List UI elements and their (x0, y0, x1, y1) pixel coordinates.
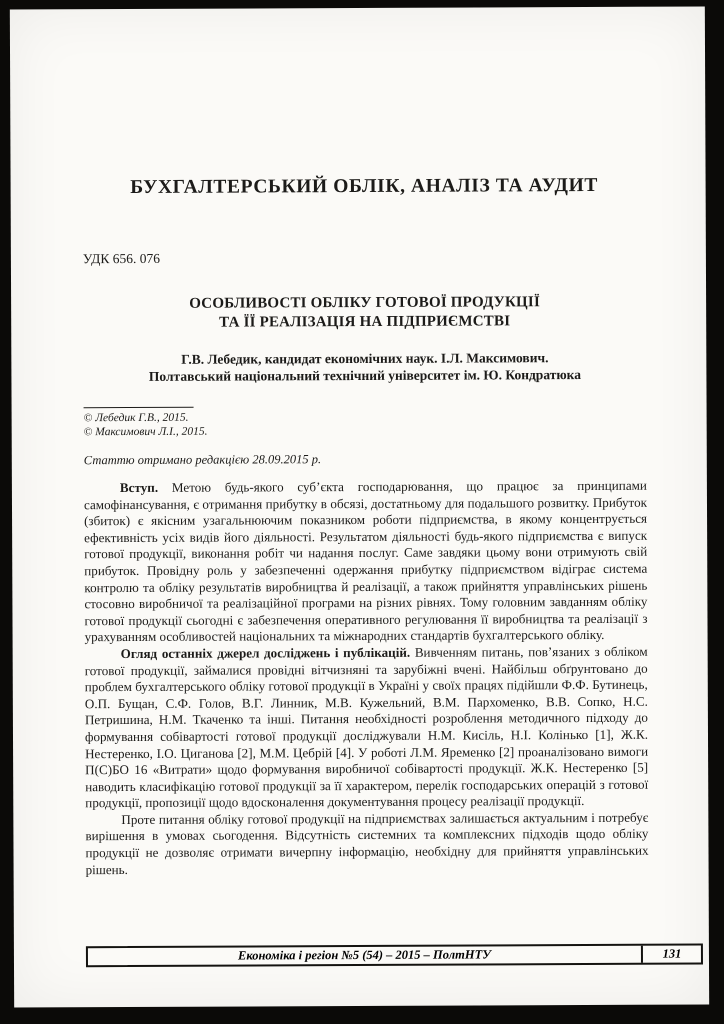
paragraph-review (85, 644, 649, 812)
article-body (84, 478, 649, 879)
footnote-divider (84, 407, 194, 408)
scanned-page (10, 6, 709, 1007)
journal-section-title: БУХГАЛТЕРСЬКИЙ ОБЛІК, АНАЛІЗ ТА АУДИТ (130, 174, 598, 198)
paragraph-review-text: Вивченням питань, пов’язаних з обліком готової продукції, займалися провідні вітчизняні та зарубіжні вчені. Найбільш обґрунтовано до проблем бухгалтерського обліку готової продукції в Україні у своїх працях підійшли Ф.Ф. Бутинець, О.П. Бущан, С.Ф. Голов, В.Г. Линник, М.В. Кужельний, В.М. Пархоменко, В.В. Сопко, Н.С. Петришина, Н.М. Ткаченко та інші. Питання необхідності розроблення методичного підходу до формування собівартості готової продукції досліджували Н.М. Кисіль, Н.І. Колінько [1], Ж.К. Нестеренко, І.О. Циганова [2], М.М. Цебрій [4]. У роботі Л.М. Яременко [2] проаналізовано вимоги П(С)БО 16 «Витрати» щодо формування виробничої собівартості продукції. Ж.К. Нестеренко [5] наводить класифікацію готової продукції за її характером, перелік господарських операцій з готової продукції, пропозиції щодо вдосконалення документування процесу реалізації продукції. (84, 643, 649, 811)
received-date-line: Статтю отримано редакцією 28.09.2015 р. (83, 452, 322, 468)
paragraph-intro-text: Метою будь-якого суб’єкта господарювання, що працює за принципами самофінансування, є отримання прибутку в обсязі, достатньому для подальшого розвитку. Прибуток (збиток) є якісним узагальнюючим показником роботи підприємства, в якому концентрується ефективність усіх видів його діяльності. Результатом діяльності будь-якого підприємства є випуск готової продукції, виконання робіт чи надання послуг. Саме завдяки цьому вони отримують свій прибуток. Провідну роль у забезпеченні одержання прибутку підприємством відіграє система контролю та обліку результатів виробництва й реалізації, а також прийняття управлінських рішень стосовно виробничої та реалізаційної програми на різних рівнях. Тому головним завданням обліку готової продукції сьогодні є забезпечення оперативного регулювання її виробництва та реалізації з урахуванням особливостей національних та міжнародних стандартів бухгалтерського обліку. (83, 477, 648, 645)
page-content (82, 7, 649, 879)
copyright-line-1: © Лебедик Г.В., 2015. (83, 411, 189, 425)
article-title-line2: ТА ЇЇ РЕАЛІЗАЦІЯ НА ПІДПРИЄМСТВІ (219, 313, 511, 331)
authors-line: Г.В. Лебедик, кандидат економічних наук. І.Л. Максимович. (181, 350, 549, 367)
article-title (83, 293, 646, 333)
footer-journal-title: Економіка і регіон №5 (54) – 2015 – ПолтНТУ (237, 947, 491, 963)
footer-page-number: 131 (641, 946, 701, 963)
paragraph-intro-lead: Вступ. (119, 479, 159, 496)
copyright-block (84, 410, 647, 439)
paragraph-problem-text: Проте питання обліку готової продукції на підприємствах залишається актуальним і потребує вирішення в умовах сьогодення. Відсутність системних та комплексних підходів щодо обліку продукції не дозволяє отримати вичерпну інформацію, необхідну для прийняття управлінських рішень. (85, 809, 649, 877)
udc-code: УДК 656. 076 (82, 250, 160, 267)
paragraph-review-lead: Огляд останніх джерел досліджень і публікацій. (120, 644, 411, 661)
article-title-line1: ОСОБЛИВОСТІ ОБЛІКУ ГОТОВОЇ ПРОДУКЦІЇ (189, 294, 541, 312)
affiliation-line: Полтавський національний технічний університет ім. Ю. Кондратюка (148, 367, 582, 384)
page-footer (86, 944, 703, 968)
copyright-line-2: © Максимович Л.І., 2015. (83, 425, 208, 438)
paragraph-problem (85, 810, 648, 879)
paragraph-intro (84, 478, 648, 646)
